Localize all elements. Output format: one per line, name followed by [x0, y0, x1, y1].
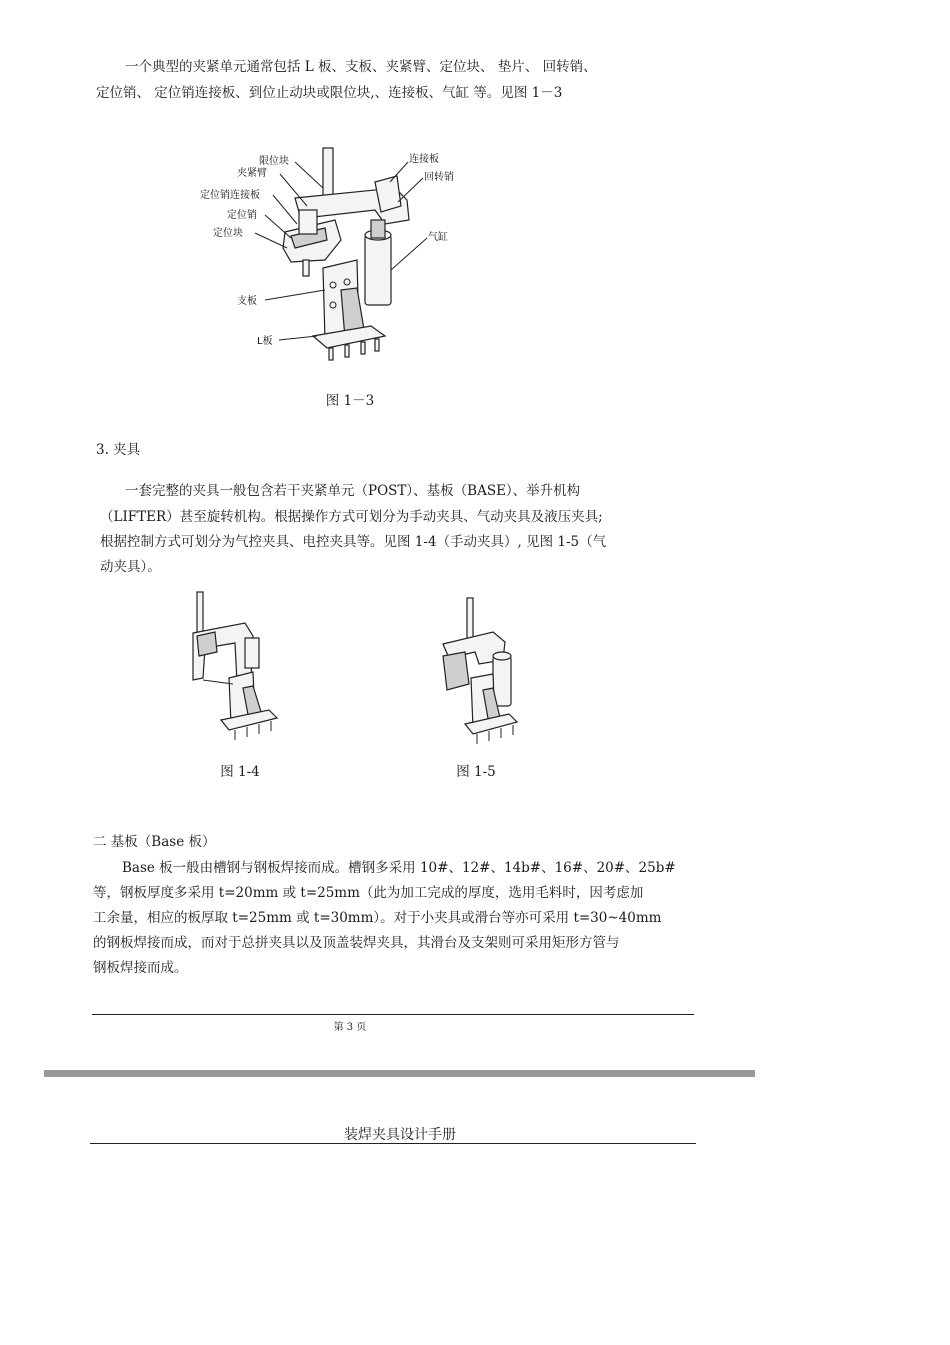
paragraph-line: Base 板一般由槽钢与钢板焊接而成。槽钢多采用 10#、12#、14b#、16#、20#、25b# — [122, 860, 676, 876]
fig-label-cylinder: 气缸 — [428, 232, 448, 243]
fig-label-l-plate: L板 — [257, 336, 273, 347]
section-heading: 二 基板（Base 板） — [93, 834, 216, 850]
fig-label-pivot-pin: 回转销 — [424, 172, 454, 183]
paragraph-line: 动夹具）。 — [100, 559, 161, 575]
header-rule — [90, 1143, 696, 1144]
paragraph-line: 的钢板焊接而成，而对于总拼夹具以及顶盖装焊夹具，其滑台及支架则可采用矩形方管与 — [93, 935, 620, 951]
fig-label-pin-link-plate: 定位销连接板 — [200, 190, 260, 201]
figure-caption: 图 1－3 — [325, 393, 375, 409]
section-heading: 3. 夹具 — [96, 442, 141, 458]
figure-1-4 — [185, 588, 285, 748]
paragraph-line: 定位销、 定位销连接板、到位止动块或限位块,、连接板、气缸 等。见图 1－3 — [96, 85, 563, 101]
paragraph-line: 钢板焊接而成。 — [93, 960, 188, 976]
figure-1-3 — [195, 140, 465, 380]
paragraph-line: 一个典型的夹紧单元通常包括 L 板、支板、夹紧臂、定位块、 垫片、 回转销、 — [125, 59, 597, 75]
figure-caption: 图 1-5 — [456, 764, 496, 780]
fig-label-connecting-plate: 连接板 — [409, 154, 439, 165]
fig-label-locating-pin: 定位销 — [227, 210, 257, 221]
page-number: 第 3 页 — [333, 1022, 367, 1033]
page-separator — [44, 1070, 755, 1077]
footer-rule — [92, 1014, 694, 1015]
paragraph-line: 根据控制方式可划分为气控夹具、电控夹具等。见图 1-4（手动夹具）, 见图 1-5（气 — [100, 534, 607, 550]
fig-label-clamp-arm: 夹紧臂 — [237, 168, 267, 179]
paragraph-line: 一套完整的夹具一般包含若干夹紧单元（POST）、基板（BASE）、举升机构 — [125, 483, 581, 499]
fig-label-limit-block: 限位块 — [259, 156, 289, 167]
fig-label-locating-block: 定位块 — [213, 228, 243, 239]
paragraph-line: 工余量，相应的板厚取 t=25mm 或 t=30mm）。对于小夹具或滑台等亦可采用 t=30~40mm — [93, 910, 662, 926]
running-header-title: 装焊夹具设计手册 — [344, 1127, 456, 1143]
paragraph-line: 等，钢板厚度多采用 t=20mm 或 t=25mm（此为加工完成的厚度，选用毛料时，因考虑加 — [93, 885, 644, 901]
paragraph-line: （LIFTER）甚至旋转机构。根据操作方式可划分为手动夹具、气动夹具及液压夹具; — [100, 509, 603, 525]
figure-caption: 图 1-4 — [220, 764, 260, 780]
fig-label-support-plate: 支板 — [237, 296, 257, 307]
figure-1-5 — [435, 594, 525, 749]
